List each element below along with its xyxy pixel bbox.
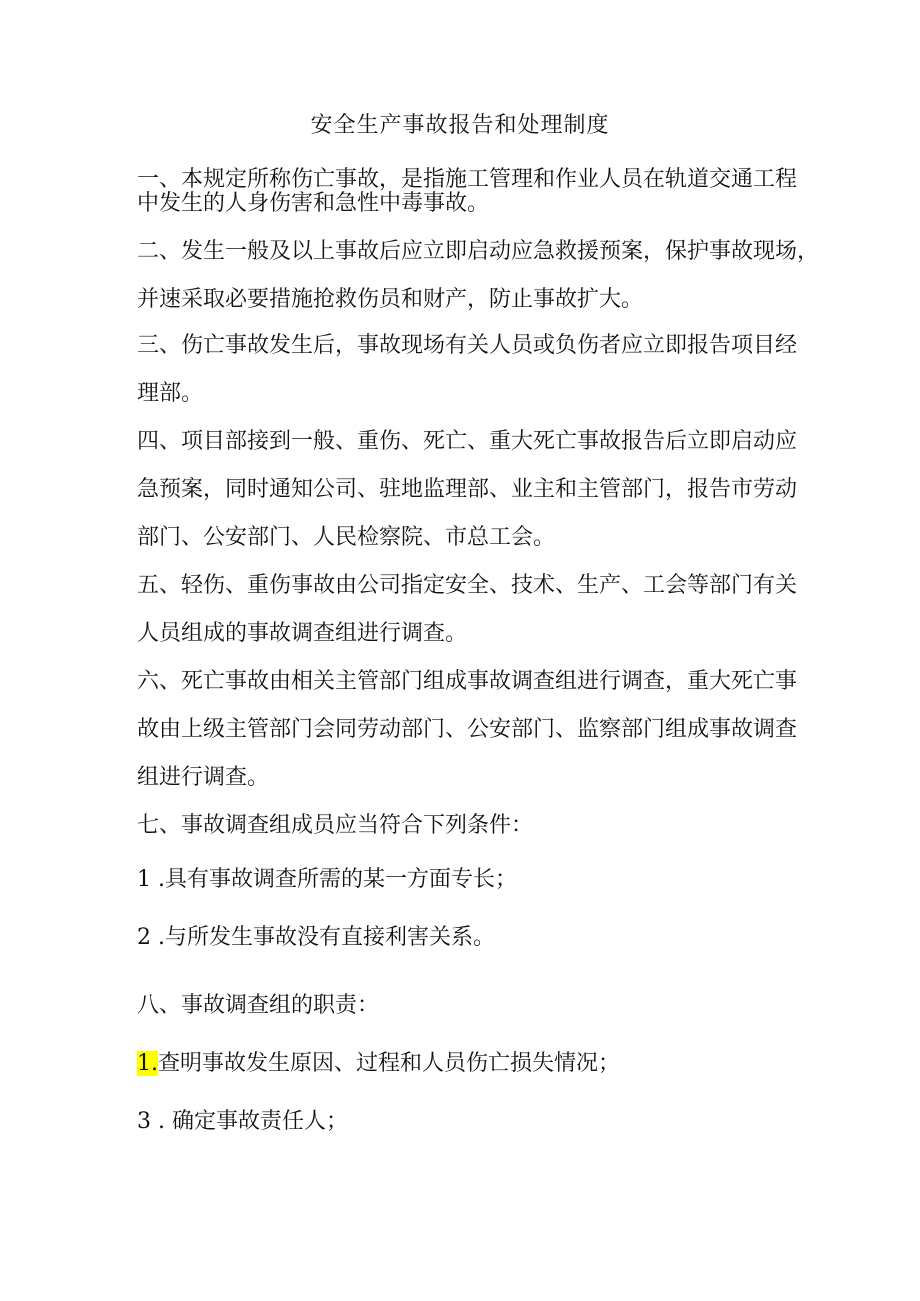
list-item: 1 .具有事故调查所需的某一方面专长；	[137, 867, 517, 892]
paragraph-line: 人员组成的事故调查组进行调查。	[137, 621, 468, 646]
paragraph-line: 并速采取必要措施抢救伤员和财产，防止事故扩大。	[137, 287, 644, 312]
paragraph-line: 五、轻伤、重伤事故由公司指定安全、技术、生产、工会等部门有关	[137, 573, 798, 598]
paragraph-line: 故由上级主管部门会同劳动部门、公安部门、监察部门组成事故调查	[137, 717, 798, 742]
paragraph-line: 组进行调查。	[137, 765, 270, 790]
list-item-highlighted	[137, 1040, 797, 1088]
list-item: 3 . 确定事故责任人；	[137, 1109, 348, 1134]
paragraph-line: 中发生的人身伤害和急性中毒事故。	[137, 191, 490, 216]
paragraph-line: 一、本规定所称伤亡事故，是指施工管理和作业人员在轨道交通工程	[137, 167, 798, 192]
paragraph-line: 三、伤亡事故发生后，事故现场有关人员或负伤者应立即报告项目经	[137, 333, 798, 358]
paragraph-line: 部门、公安部门、人民检察院、市总工会。	[137, 525, 556, 550]
document-title: 安全生产事故报告和处理制度	[310, 113, 610, 138]
paragraph-line: 六、死亡事故由相关主管部门组成事故调查组进行调查，重大死亡事	[137, 669, 798, 694]
paragraph-line: 八、事故调查组的职责：	[137, 993, 380, 1018]
paragraph-line: 二、发生一般及以上事故后应立即启动应急救援预案，保护事故现场，	[137, 239, 820, 264]
paragraph-line: 理部。	[137, 381, 204, 406]
highlighted-number: 1.	[137, 1051, 158, 1076]
paragraph-line: 七、事故调查组成员应当符合下列条件：	[137, 813, 534, 838]
list-item-text: 查明事故发生原因、过程和人员伤亡损失情况；	[158, 1051, 621, 1076]
paragraph-line: 四、项目部接到一般、重伤、死亡、重大死亡事故报告后立即启动应	[137, 429, 798, 454]
paragraph-line: 急预案，同时通知公司、驻地监理部、业主和主管部门，报告市劳动	[137, 477, 798, 502]
list-item: 2 .与所发生事故没有直接利害关系。	[137, 925, 495, 950]
